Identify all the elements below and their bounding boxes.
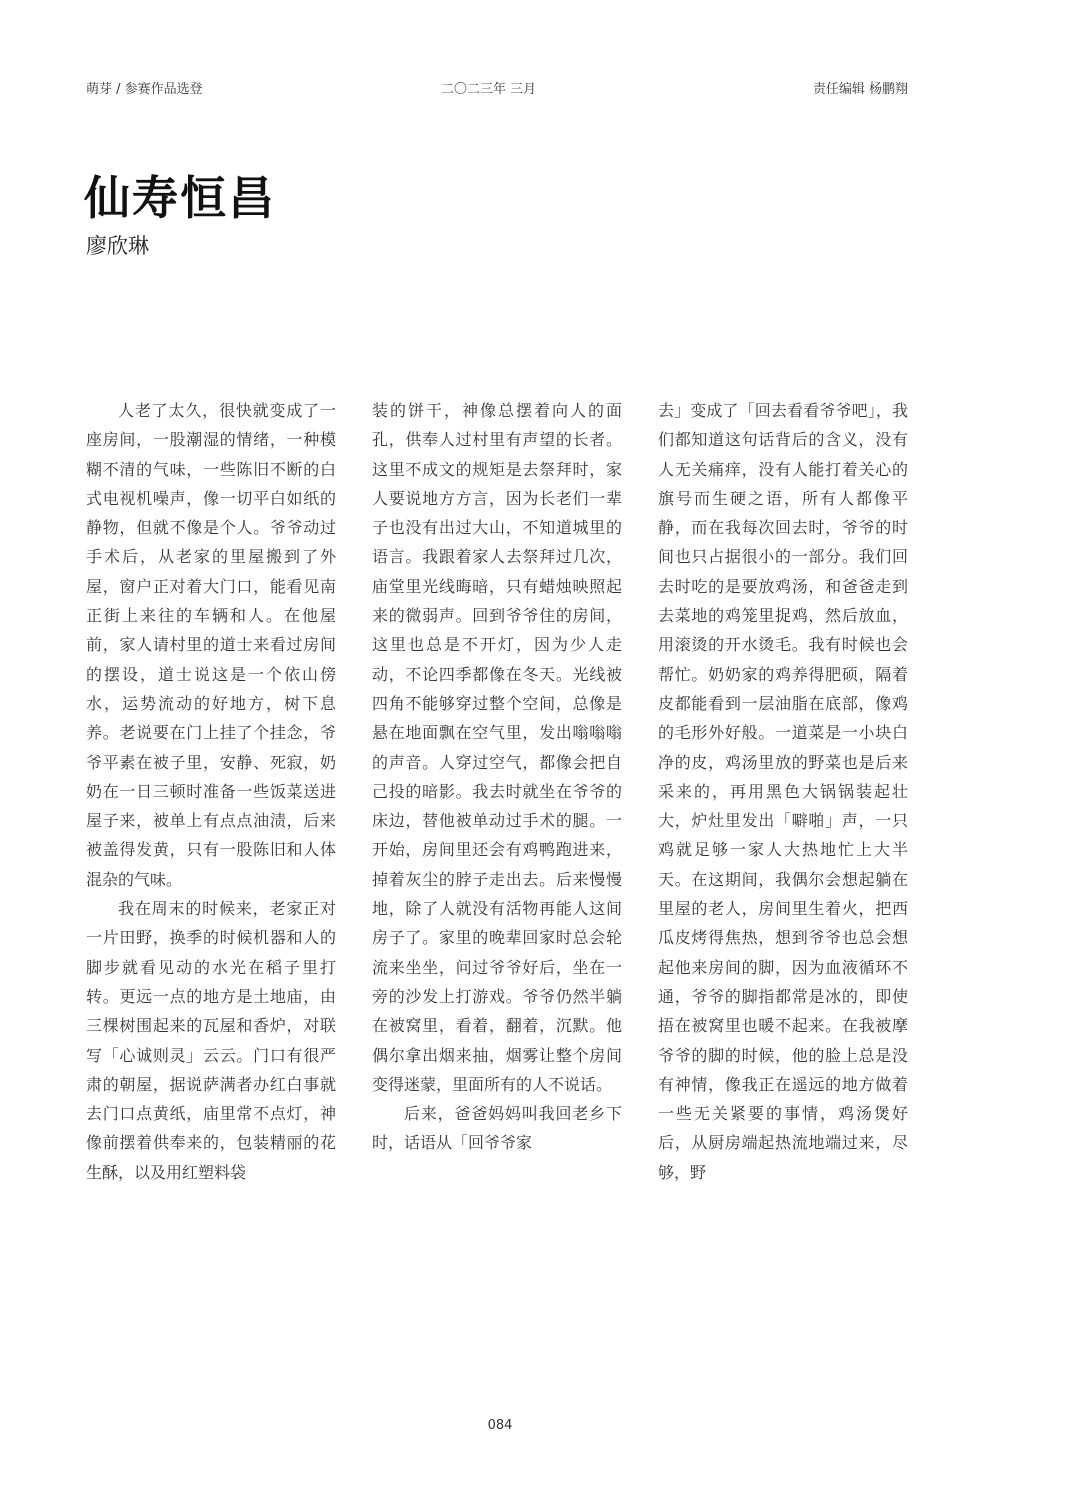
page-number: 084 bbox=[487, 1418, 513, 1433]
running-header bbox=[86, 78, 908, 100]
paragraph: 装的饼干，神像总摆着向人的面孔，供奉人过村里有声望的长者。这里不成文的规矩是去祭拜时，家人要说地方方言，因为长老们一辈子也没有出过大山，不知道城里的语言。我跟着家人去祭拜过几次，庙堂里光线晦暗，只有蜡烛映照起来的微弱声。回到爷爷住的房间，这里也总是不开灯，因为少人走动，不论四季都像在冬天。光线被四角不能够穿过整个空间，总像是悬在地面飘在空气里，发出嗡嗡嗡的声音。人穿过空气，都像会把自己投的暗影。我去时就坐在爷爷的床边，替他被单动过手术的腿。一开始，房间里还会有鸡鸭跑进来，掉着灰尘的脖子走出去。后来慢慢地，除了人就没有活物再能人这间房子了。家里的晚辈回家时总会轮流来坐坐，问过爷爷好后，坐在一旁的沙发上打游戏。爷爷仍然半躺在被窝里，看着，翻着，沉默。他偶尔拿出烟来抽，烟雾让整个房间变得迷蒙，里面所有的人不说话。 bbox=[372, 401, 622, 1094]
editor-credit: 责任编辑 杨鹏翔 bbox=[812, 82, 908, 97]
paragraph: 去」变成了「回去看看爷爷吧」，我们都知道这句话背后的含义，没有人无关痛痒，没有人能打着关心的旗号而生硬之语，所有人都像平静，而在我每次回去时，爷爷的时间也只占据很小的一部分。我们回去时吃的是要放鸡汤，和爸爸走到去菜地的鸡笼里捉鸡，然后放血，用滚烫的开水烫毛。我有时候也会帮忙。奶奶家的鸡养得肥硕，隔着皮都能看到一层油脂在底部，像鸡的毛形外好般。一道菜是一小块白净的皮，鸡汤里放的野菜也是后来采来的，再用黑色大锅锅装起壮大，炉灶里发出「噼啪」声，一只鸡就足够一家人大热地忙上大半天。在这期间，我偶尔会想起躺在里屋的老人，房间里生着火，把西瓜皮烤得焦热，想到爷爷也总会想起他来房间的脚，因为血液循环不通，爷爷的脚指都常是冰的，即使捂在被窝里也暖不起来。在我被摩爷爷的脚的时候，他的脸上总是没有神情，像我正在遥远的地方做着一些无关紧要的事情，鸡汤煲好后，从厨房端起热流地端过来，尽够，野 bbox=[658, 401, 908, 1182]
paragraph: 后来，爸爸妈妈叫我回老乡下时，话语从「回爷爷家 bbox=[372, 1104, 622, 1153]
text-column-3 bbox=[658, 396, 908, 1376]
text-column-2 bbox=[372, 396, 622, 1376]
article-title: 仙寿恒昌 bbox=[84, 171, 276, 225]
paragraph: 我在周末的时候来，老家正对一片田野，换季的时候机器和人的脚步就看见动的水光在稻子里打转。更远一点的地方是土地庙，由三棵树围起来的瓦屋和香炉，对联写「心诚则灵」云云。门口有很严肃的朝屋，据说萨满者办红白事就去门口点黄纸，庙里常不点灯，神像前摆着供奉来的，包装精丽的花生酥，以及用红塑料袋 bbox=[86, 899, 336, 1182]
article-author: 廖欣琳 bbox=[86, 234, 149, 258]
article-body bbox=[86, 396, 908, 1376]
section-label: 萌芽 / 参赛作品选登 bbox=[86, 82, 203, 97]
issue-date: 二〇二三年 三月 bbox=[441, 82, 537, 97]
text-column-1 bbox=[86, 396, 336, 1376]
paragraph: 人老了太久，很快就变成了一座房间，一股潮湿的情绪，一种模糊不清的气味，一些陈旧不断的白式电视机噪声，像一切平白如纸的静物，但就不像是个人。爷爷动过手术后，从老家的里屋搬到了外屋，窗户正对着大门口，能看见南正街上来往的车辆和人。在他屋前，家人请村里的道士来看过房间的摆设，道士说这是一个依山傍水，运势流动的好地方，树下息养。老说要在门上挂了个挂念，爷爷平素在被子里，安静、死寂，奶奶在一日三顿时准备一些饭菜送进屋子来，被单上有点点油渍，后来被盖得发黄，只有一股陈旧和人体混杂的气味。 bbox=[86, 401, 336, 889]
